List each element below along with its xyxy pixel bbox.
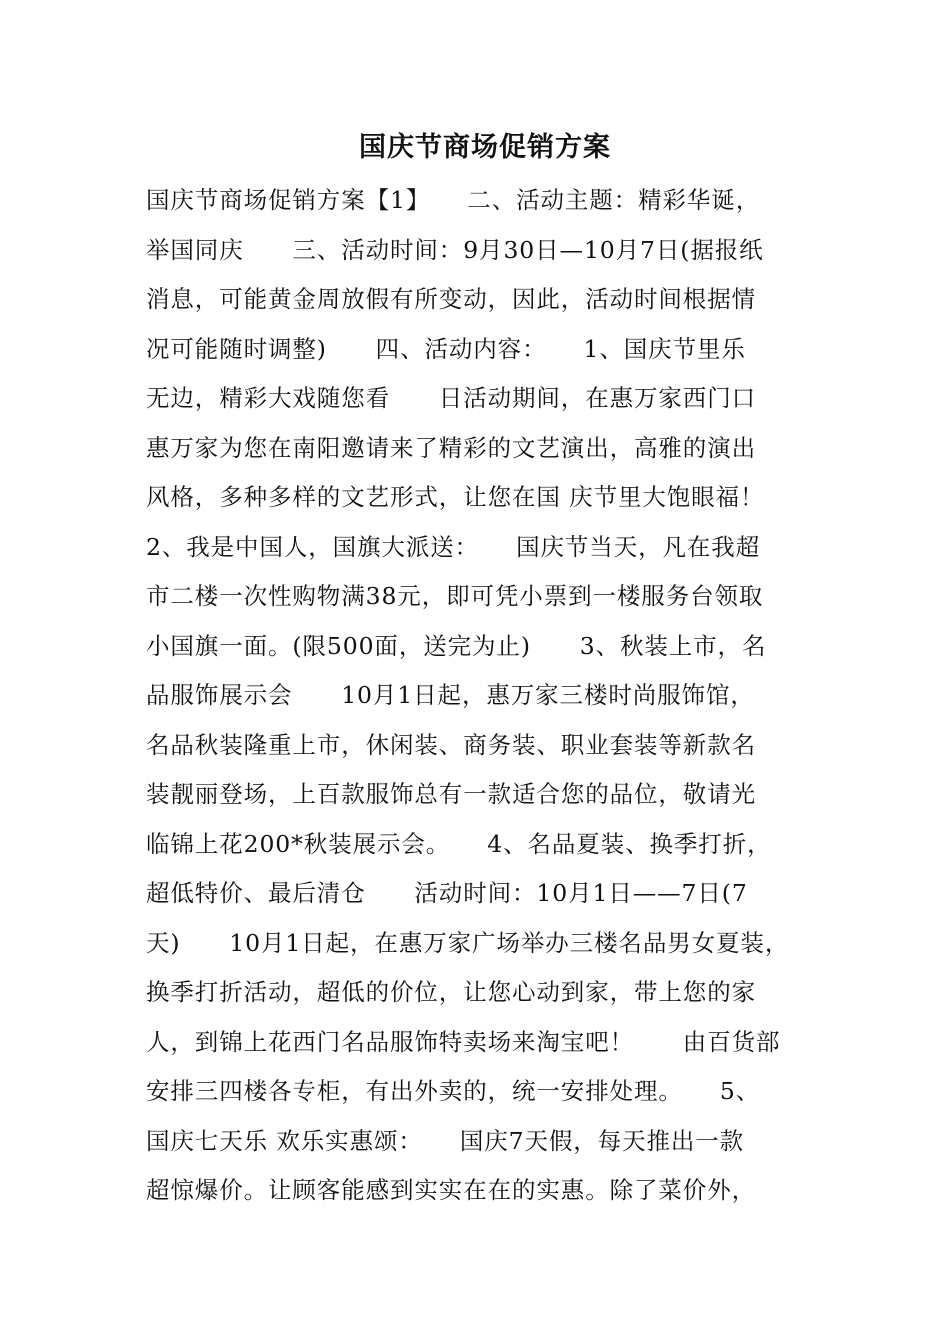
body-line-21: 超惊爆价。让顾客能感到实实在在的实惠。除了菜价外， xyxy=(146,1176,756,1204)
body-line-17: 换季打折活动，超低的价位，让您心动到家，带上您的家 xyxy=(146,978,756,1006)
body-line-8: 2、我是中国人，国旗大派送： 国庆节当天，凡在我超 xyxy=(146,533,761,561)
body-line-19: 安排三四楼各专柜，有出外卖的，统一安排处理。 5、 xyxy=(146,1077,761,1105)
body-line-7: 风格，多种多样的文艺形式，让您在国 庆节里大饱眼福！ xyxy=(146,483,765,511)
body-line-10: 小国旗一面。(限500面，送完为止) 3、秋装上市，名 xyxy=(146,632,767,660)
body-line-12: 名品秋装隆重上市，休闲装、商务装、职业套装等新款名 xyxy=(146,731,756,759)
body-line-11: 品服饰展示会 10月1日起，惠万家三楼时尚服饰馆， xyxy=(146,681,755,709)
body-line-18: 人，到锦上花西门名品服饰特卖场来淘宝吧！ 由百货部 xyxy=(146,1028,781,1056)
body-line-4: 况可能随时调整) 四、活动内容： 1、国庆节里乐 xyxy=(146,335,746,363)
body-line-6: 惠万家为您在南阳邀请来了精彩的文艺演出，高雅的演出 xyxy=(146,434,756,462)
document-title: 国庆节商场促销方案 xyxy=(359,132,611,163)
body-line-16: 天) 10月1日起，在惠万家广场举办三楼名品男女夏装， xyxy=(146,929,790,957)
body-line-3: 消息，可能黄金周放假有所变动，因此，活动时间根据情 xyxy=(146,285,756,313)
body-line-2: 举国同庆 三、活动时间：9月30日—10月7日(据报纸 xyxy=(146,236,764,264)
body-line-20: 国庆七天乐 欢乐实惠颂： 国庆7天假，每天推出一款 xyxy=(146,1127,745,1155)
body-line-14: 临锦上花200*秋装展示会。 4、名品夏装、换季打折， xyxy=(146,830,772,858)
body-line-5: 无边，精彩大戏随您看 日活动期间，在惠万家西门口 xyxy=(146,384,756,412)
body-line-1: 国庆节商场促销方案【1】 二、活动主题：精彩华诞， xyxy=(146,186,761,214)
body-line-13: 装靓丽登场，上百款服饰总有一款适合您的品位，敬请光 xyxy=(146,780,756,808)
body-line-15: 超低特价、最后清仓 活动时间：10月1日——7日(7 xyxy=(146,879,748,907)
body-line-9: 市二楼一次性购物满38元，即可凭小票到一楼服务台领取 xyxy=(146,582,764,610)
